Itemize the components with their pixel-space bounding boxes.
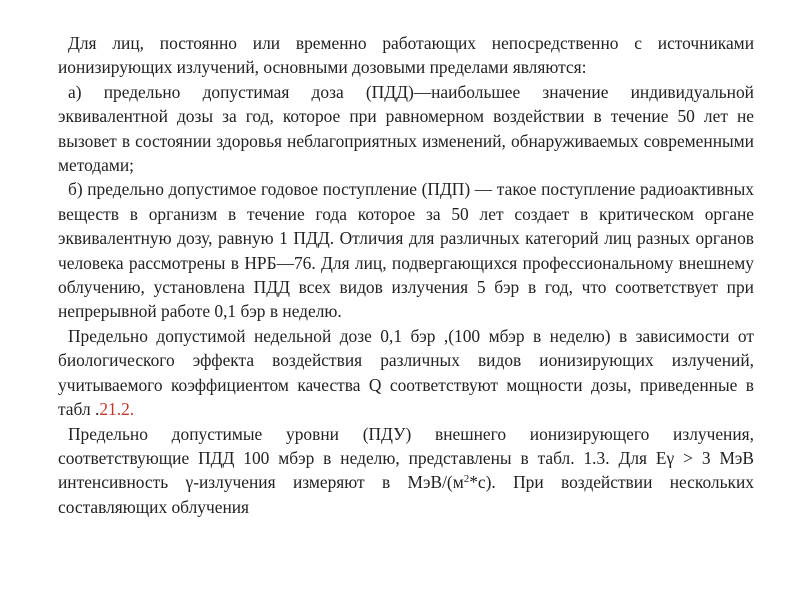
paragraph-pdd: а) предельно допустимая доза (ПДД)—наибольшее значение индивидуальной эквивалентной дозы за год, которое при равномерном воздействии в течение 50 лет не вызовет в состоянии здоровья неблагоприятных изменений, обнаруживаемых современными методами; — [58, 81, 754, 176]
paragraph-pdp: б) предельно допустимое годовое поступление (ПДП) — такое поступление радиоактивных веществ в организм в течение года которое за 50 лет создает в критическом органе эквивалентную дозу, равную 1 ПДД. Отличия для различных категорий лиц разных органов человека рассмотрены в НРБ—76. Для лиц, подвергающихся профессиональному внешнему облучению, установлена ПДД всех видов излучения 5 бэр в год, что соответствует при непрерывной работе 0,1 бэр в неделю. — [58, 179, 754, 322]
table-reference-link[interactable]: 21.2. — [99, 399, 135, 420]
document-body — [58, 31, 754, 519]
paragraph-pdu — [58, 422, 754, 520]
paragraph-weekly-dose — [58, 324, 754, 422]
pdu-text-before: Предельно допустимые уровни (ПДУ) внешнего ионизирующего излучения, соответствующие ПДД 100 мбэр в неделю, представлены в табл. 1.3. Для Еγ > 3 МэВ интенсивность γ-излучения измеряют в МэВ/(м — [58, 423, 754, 493]
paragraph-intro: Для лиц, постоянно или временно работающих непосредственно с источниками ионизирующих излучений, основными дозовыми пределами являются: — [58, 33, 754, 78]
pdu-text-after: *с). При воздействии нескольких составляющих облучения — [58, 472, 754, 517]
weekly-dose-text: Предельно допустимой недельной дозе 0,1 бэр ,(100 мбэр в неделю) в зависимости от биологического эффекта воздействия различных видов ионизирующих излучений, учитываемого коэффициентом качества Q соответствуют мощности дозы, приведенные в табл . — [58, 325, 754, 420]
superscript-exponent: 2 — [463, 473, 470, 486]
